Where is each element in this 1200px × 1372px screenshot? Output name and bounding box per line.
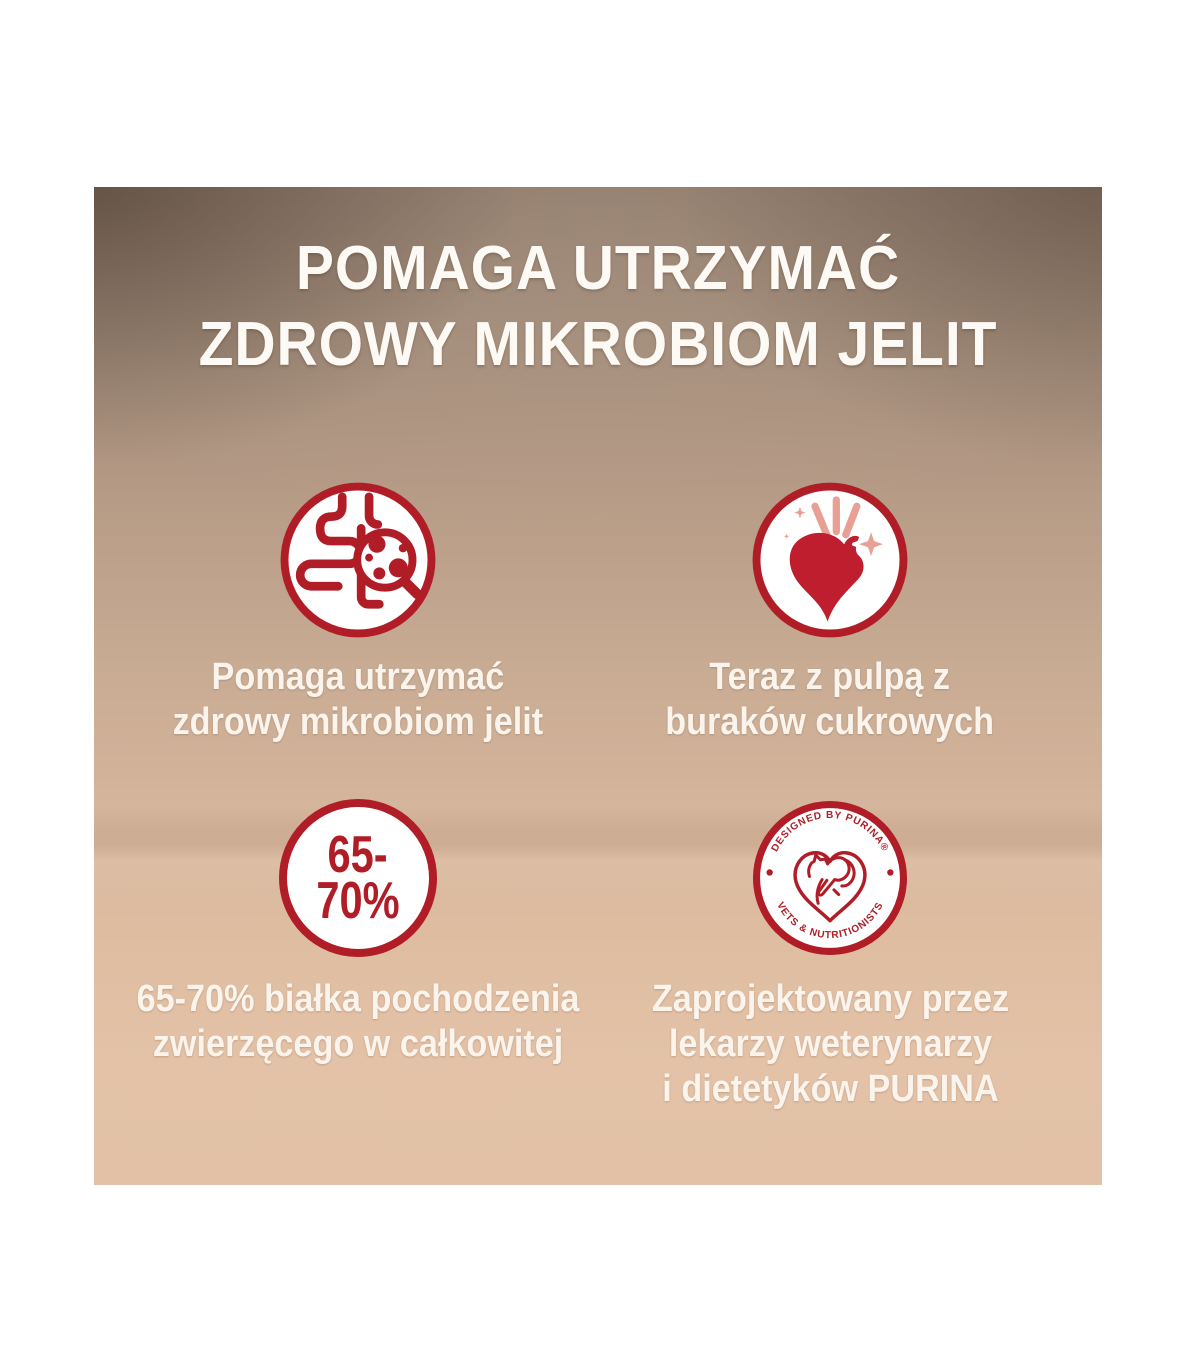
caption-line: Pomaga utrzymać — [211, 656, 505, 698]
benefit-tile-protein-percentage — [118, 799, 598, 1067]
microbe-dot — [389, 558, 408, 577]
microbe-dot — [373, 567, 385, 579]
designed-by-purina-badge — [751, 799, 909, 957]
separator-dot — [887, 869, 893, 875]
benefit-tile-sugar-beet — [590, 481, 1070, 745]
icon-circle-ring — [757, 805, 904, 952]
caption-line: i dietetyków PURINA — [661, 1068, 999, 1110]
percentage-circle-badge — [279, 799, 437, 957]
microbe-dot — [368, 536, 385, 553]
separator-dot — [766, 869, 772, 875]
poster-background — [94, 187, 1102, 1185]
sugar-beet-sparkles-icon — [751, 481, 909, 639]
sugar-beet-sparkles-icon — [751, 481, 909, 639]
poster-title — [134, 231, 1061, 383]
tile-caption — [173, 655, 544, 745]
gut-microbiome-magnifier-icon — [279, 481, 437, 639]
caption-line: zwierzęcego w całkowitej — [152, 1023, 564, 1065]
tile-caption — [651, 977, 1008, 1112]
caption-line: buraków cukrowych — [665, 701, 995, 743]
title-line-1: POMAGA UTRZYMAĆ — [295, 234, 901, 303]
caption-line: Teraz z pulpą z — [709, 656, 951, 698]
microbe-dot — [399, 544, 408, 553]
benefit-tile-gut-microbiome — [118, 481, 598, 745]
caption-line: lekarzy weterynarzy — [668, 1023, 992, 1065]
microbe-dot — [365, 554, 373, 562]
caption-line: Zaprojektowany przez — [651, 978, 1009, 1020]
benefit-tile-designed-by-purina — [590, 799, 1070, 1112]
title-line-2: ZDROWY MIKROBIOM JELIT — [198, 310, 998, 379]
gut-microbiome-magnifier-icon — [279, 481, 437, 639]
badge-arc-top-text: DESIGNED BY PURINA® — [769, 809, 891, 854]
designed-by-purina-badge — [751, 799, 909, 957]
caption-line: zdrowy mikrobiom jelit — [172, 701, 544, 743]
percentage-line-2: 70% — [316, 872, 400, 930]
tile-caption — [137, 977, 580, 1067]
percentage-line-1: 65- — [327, 826, 389, 884]
badge-arc-bottom-text: VETS & NUTRITIONISTS — [774, 900, 886, 942]
tile-caption — [666, 655, 995, 745]
caption-line: 65-70% białka pochodzenia — [136, 978, 580, 1020]
